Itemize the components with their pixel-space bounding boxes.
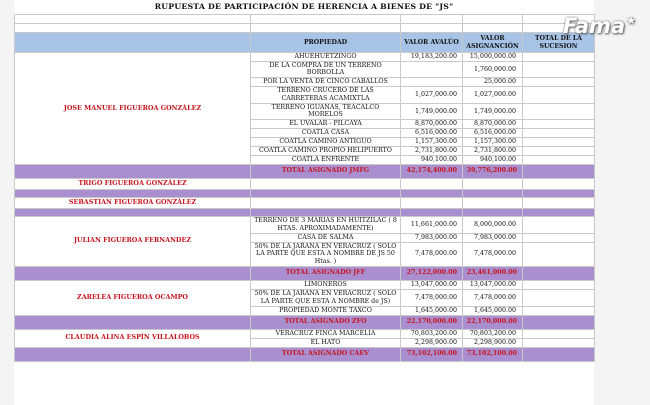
property-cell: EL HATO <box>251 338 401 347</box>
total-asignacion: 73,102,100.00 <box>463 347 523 361</box>
asignacion-cell: 15,000,000.00 <box>463 53 523 62</box>
heir-name: ZARELEA FIGUEROA OCAMPO <box>15 280 251 315</box>
property-cell: EL UVALAR - PILCAYA <box>251 119 401 128</box>
star-icon: ★ <box>626 14 636 27</box>
asignacion-cell: 2,731,800.00 <box>463 146 523 155</box>
property-cell: TERRENO CRUCERO DE LAS CARRETERAS ACAMIXTLA <box>251 86 401 103</box>
avaluo-cell: 7,478,000.00 <box>401 242 463 266</box>
total-avaluo: 42,174,400.00 <box>401 164 463 178</box>
property-cell: PROPIEDAD MONTE TAXCO <box>251 306 401 315</box>
heir-name: TRIGO FIGUEROA GONZÁLEZ <box>15 178 251 189</box>
table-row <box>15 197 595 208</box>
avaluo-cell: 1,027,000.00 <box>401 86 463 103</box>
asignacion-cell: 940,100.00 <box>463 155 523 164</box>
total-label: TOTAL ASIGNADO JMFG <box>251 164 401 178</box>
table-row <box>15 178 595 189</box>
property-cell: TERRENO IGUANAS, TEACALCO MORELOS <box>251 103 401 119</box>
asignacion-cell: 25,000.00 <box>463 77 523 86</box>
total-row <box>15 164 595 178</box>
header-valor-avaluo: VALOR AVALÚO <box>401 33 463 53</box>
avaluo-cell: 940,100.00 <box>401 155 463 164</box>
asignacion-cell: 7,478,000.00 <box>463 242 523 266</box>
table-row <box>15 329 595 338</box>
fama-logo: Fama★ <box>562 14 636 38</box>
total-avaluo: 22,170,000.00 <box>401 315 463 329</box>
property-cell: COATLA CASA <box>251 128 401 137</box>
document-title: RUPUESTA DE PARTICIPACIÓN DE HERENCIA A BIENES DE "JS" <box>154 2 454 11</box>
avaluo-cell <box>401 62 463 78</box>
property-cell: DE LA COMPRA DE UN TERRENO BORBOLLA <box>251 62 401 78</box>
avaluo-cell: 13,047,000.00 <box>401 280 463 289</box>
heir-name: JOSE MANUEL FIGUEROA GONZÁLEZ <box>15 53 251 165</box>
asignacion-cell: 70,803,200.00 <box>463 329 523 338</box>
asignacion-cell: 1,760,000.00 <box>463 62 523 78</box>
blank-row <box>15 15 595 24</box>
avaluo-cell: 8,870,000.00 <box>401 119 463 128</box>
blank-row <box>15 24 595 33</box>
property-cell: COATLA CAMINO ANTIGUO <box>251 137 401 146</box>
table-row <box>15 280 595 289</box>
total-row <box>15 266 595 280</box>
document-sheet <box>14 0 594 405</box>
property-cell: AHUEHUETZINGO <box>251 53 401 62</box>
asignacion-cell: 8,000,000.00 <box>463 216 523 233</box>
property-cell: POR LA VENTA DE CINCO CABALLOS <box>251 77 401 86</box>
asignacion-cell: 8,870,000.00 <box>463 119 523 128</box>
total-avaluo: 73,102,100.00 <box>401 347 463 361</box>
separator-row <box>15 208 595 216</box>
asignacion-cell: 1,157,300.00 <box>463 137 523 146</box>
header-total-sucesion: TOTAL DE LA SUCESION <box>523 33 595 53</box>
total-row <box>15 315 595 329</box>
inheritance-table <box>14 14 595 362</box>
asignacion-cell: 7,983,000.00 <box>463 233 523 242</box>
property-cell: LIMONEROS <box>251 280 401 289</box>
property-cell: COATLA ENFRENTE <box>251 155 401 164</box>
property-cell: 50% DE LA JARANA EN VERACRUZ ( SOLO LA PARTE QUE ESTA A NOMBRE DE JS 50 Htas. ) <box>251 242 401 266</box>
avaluo-cell: 7,478,000.00 <box>401 289 463 306</box>
heir-name: CLAUDIA ALINA ESPÍN VILLALOBOS <box>15 329 251 347</box>
table-row <box>15 53 595 62</box>
avaluo-cell <box>401 77 463 86</box>
avaluo-cell: 1,645,000.00 <box>401 306 463 315</box>
avaluo-cell: 2,731,800.00 <box>401 146 463 155</box>
asignacion-cell: 6,516,000.00 <box>463 128 523 137</box>
total-asignacion: 39,776,200.00 <box>463 164 523 178</box>
total-avaluo: 27,122,000.00 <box>401 266 463 280</box>
total-row <box>15 347 595 361</box>
avaluo-cell: 1,749,000.00 <box>401 103 463 119</box>
avaluo-cell: 6,516,000.00 <box>401 128 463 137</box>
table-row <box>15 216 595 233</box>
avaluo-cell: 7,983,000.00 <box>401 233 463 242</box>
total-label: TOTAL ASIGNADO CAEV <box>251 347 401 361</box>
header-propiedad: PROPIEDAD <box>251 33 401 53</box>
heir-name: JULIAN FIGUEROA FERNANDEZ <box>15 216 251 266</box>
header-valor-asignacion: VALOR ASIGNANCIÓN <box>463 33 523 53</box>
property-cell: COATLA CAMINO PROPIO HELIPUERTO <box>251 146 401 155</box>
avaluo-cell: 19,183,200.00 <box>401 53 463 62</box>
asignacion-cell: 1,027,000.00 <box>463 86 523 103</box>
total-asignacion: 22,170,000.00 <box>463 315 523 329</box>
avaluo-cell: 1,157,300.00 <box>401 137 463 146</box>
avaluo-cell: 2,298,900.00 <box>401 338 463 347</box>
total-label: TOTAL ASIGNADO JFF <box>251 266 401 280</box>
property-cell: TERRENO DE 3 MARIAS EN HUITZILAC ( 8 HTAS. APROXIMADAMENTE) <box>251 216 401 233</box>
asignacion-cell: 2,298,900.00 <box>463 338 523 347</box>
property-cell: CASA DE SALMA <box>251 233 401 242</box>
asignacion-cell: 1,645,000.00 <box>463 306 523 315</box>
total-label: TOTAL ASIGNADO ZFO <box>251 315 401 329</box>
total-asignacion: 23,461,000.00 <box>463 266 523 280</box>
property-cell: VERACRUZ FINCA MARCELIA <box>251 329 401 338</box>
header-row <box>15 33 595 53</box>
asignacion-cell: 7,478,000.00 <box>463 289 523 306</box>
avaluo-cell: 70,803,200.00 <box>401 329 463 338</box>
property-cell: 50% DE LA JARANA EN VERACRUZ ( SOLO LA PARTE QUE ESTA A NOMBRE de JS) <box>251 289 401 306</box>
asignacion-cell: 1,749,000.00 <box>463 103 523 119</box>
asignacion-cell: 13,047,000.00 <box>463 280 523 289</box>
avaluo-cell: 11,661,000.00 <box>401 216 463 233</box>
separator-row <box>15 189 595 197</box>
heir-name: SEBASTIAN FIGUEROA GONZÁLEZ <box>15 197 251 208</box>
